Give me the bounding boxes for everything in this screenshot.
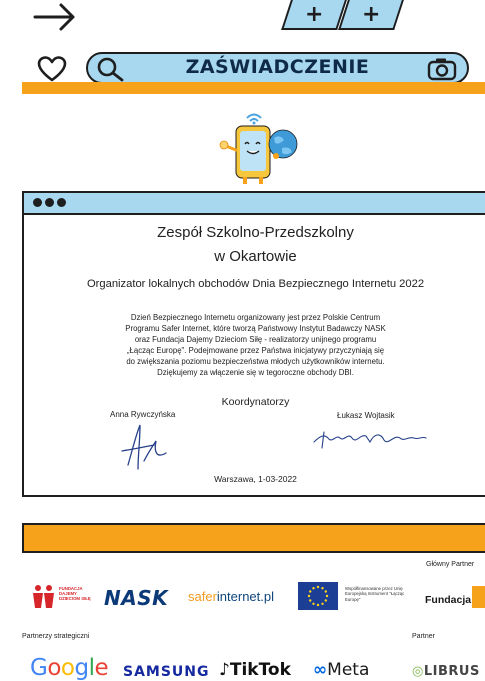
plus-icon: + [304, 2, 324, 27]
eu-flag-icon [298, 582, 338, 610]
google-letter: e [94, 655, 109, 681]
certificate-title: ZAŚWIADCZENIE [185, 56, 370, 78]
main-partner-label: Główny Partner [426, 561, 475, 568]
body-line: Dziękujemy za włączenie się w tegoroczne obchody DBI. [157, 368, 354, 377]
body-line: Programu Safer Internet, które tworzą Państwowy Instytut Badawczy NASK [125, 324, 386, 333]
certificate-body [64, 312, 447, 378]
school-name-line1: Zespół Szkolno-Przedszkolny [157, 224, 354, 241]
safer-part: safer [188, 589, 217, 604]
signature-left [114, 421, 174, 473]
body-line: Dzień Bezpiecznego Internetu organizowany jest przez Polskie Centrum [130, 313, 381, 322]
coordinators-heading: Koordynatorzy [221, 396, 290, 408]
body-line: do zwiększania poziomu bezpieczeństwa młodych użytkowników internetu. [126, 357, 385, 366]
window-dot-icon [45, 198, 54, 207]
place-date: Warszawa, 1-03-2022 [214, 474, 297, 484]
plus-tab-1 [281, 0, 347, 30]
body-line: „Łącząc Europę". Podejmowane przez Państwa inicjatywy przyczyniają się [126, 346, 385, 355]
window-dot-icon [33, 198, 42, 207]
librus-text: LIBRUS [423, 664, 480, 679]
tiktok-logo [219, 660, 291, 680]
certificate-header [0, 0, 485, 96]
fundacja-logo: Fundacja [425, 594, 472, 606]
tiktok-text: TikTok [229, 660, 291, 680]
saferinternet-logo [188, 589, 274, 604]
signature-right [310, 426, 430, 452]
header-orange-bar [22, 82, 485, 94]
body-line: oraz Fundacja Dajemy Dzieciom Siłę - realizatorzy unijnego programu [134, 335, 377, 344]
plus-icon: + [361, 2, 381, 27]
meta-infinity-icon: ∞ [313, 660, 328, 680]
tablet-mascot-illustration [216, 110, 302, 186]
nask-logo: NASK [104, 586, 169, 610]
google-letter: G [30, 655, 48, 681]
camera-icon [427, 57, 457, 81]
arrow-right-icon [33, 2, 77, 32]
window-dot-icon [57, 198, 66, 207]
title-search-bar [86, 52, 469, 84]
meta-logo [313, 660, 369, 680]
strategic-partners-label: Partnerzy strategiczni [22, 633, 90, 640]
google-letter: o [47, 655, 61, 681]
organizer-line: Organizator lokalnych obchodów Dnia Bezpiecznego Internetu 2022 [86, 278, 425, 290]
fdds-logo-text: FUNDACJA DAJEMY DZIECIOM SIŁĘ [59, 586, 91, 602]
google-letter: g [74, 655, 89, 681]
eu-cofunding-text: Współfinansowane przez Unię Europejską Instrument "Łącząc Europę" [345, 586, 405, 602]
librus-logo [412, 664, 480, 679]
heart-icon [37, 56, 67, 82]
window-title-bar [24, 193, 485, 215]
coordinator-right-name: Łukasz Wojtasik [337, 411, 395, 420]
fdds-logo-icon [30, 584, 58, 608]
librus-mark-icon: ◎ [412, 664, 424, 679]
footer-orange-band [22, 523, 485, 553]
google-logo [30, 655, 108, 681]
certificate-window [22, 191, 485, 497]
google-letter: o [60, 655, 75, 681]
samsung-logo: SAMSUNG [123, 664, 210, 680]
partner-label: Partner [412, 633, 435, 640]
google-letter: l [88, 655, 95, 681]
tiktok-note-icon: ♪ [219, 660, 230, 680]
internet-part: internet.pl [216, 589, 274, 604]
fundacja-orange-mark [472, 586, 485, 608]
school-name-line2: w Okartowie [214, 248, 297, 265]
coordinator-left-name: Anna Rywczyńska [110, 410, 176, 419]
meta-text: Meta [327, 660, 370, 680]
plus-tab-2 [338, 0, 404, 30]
